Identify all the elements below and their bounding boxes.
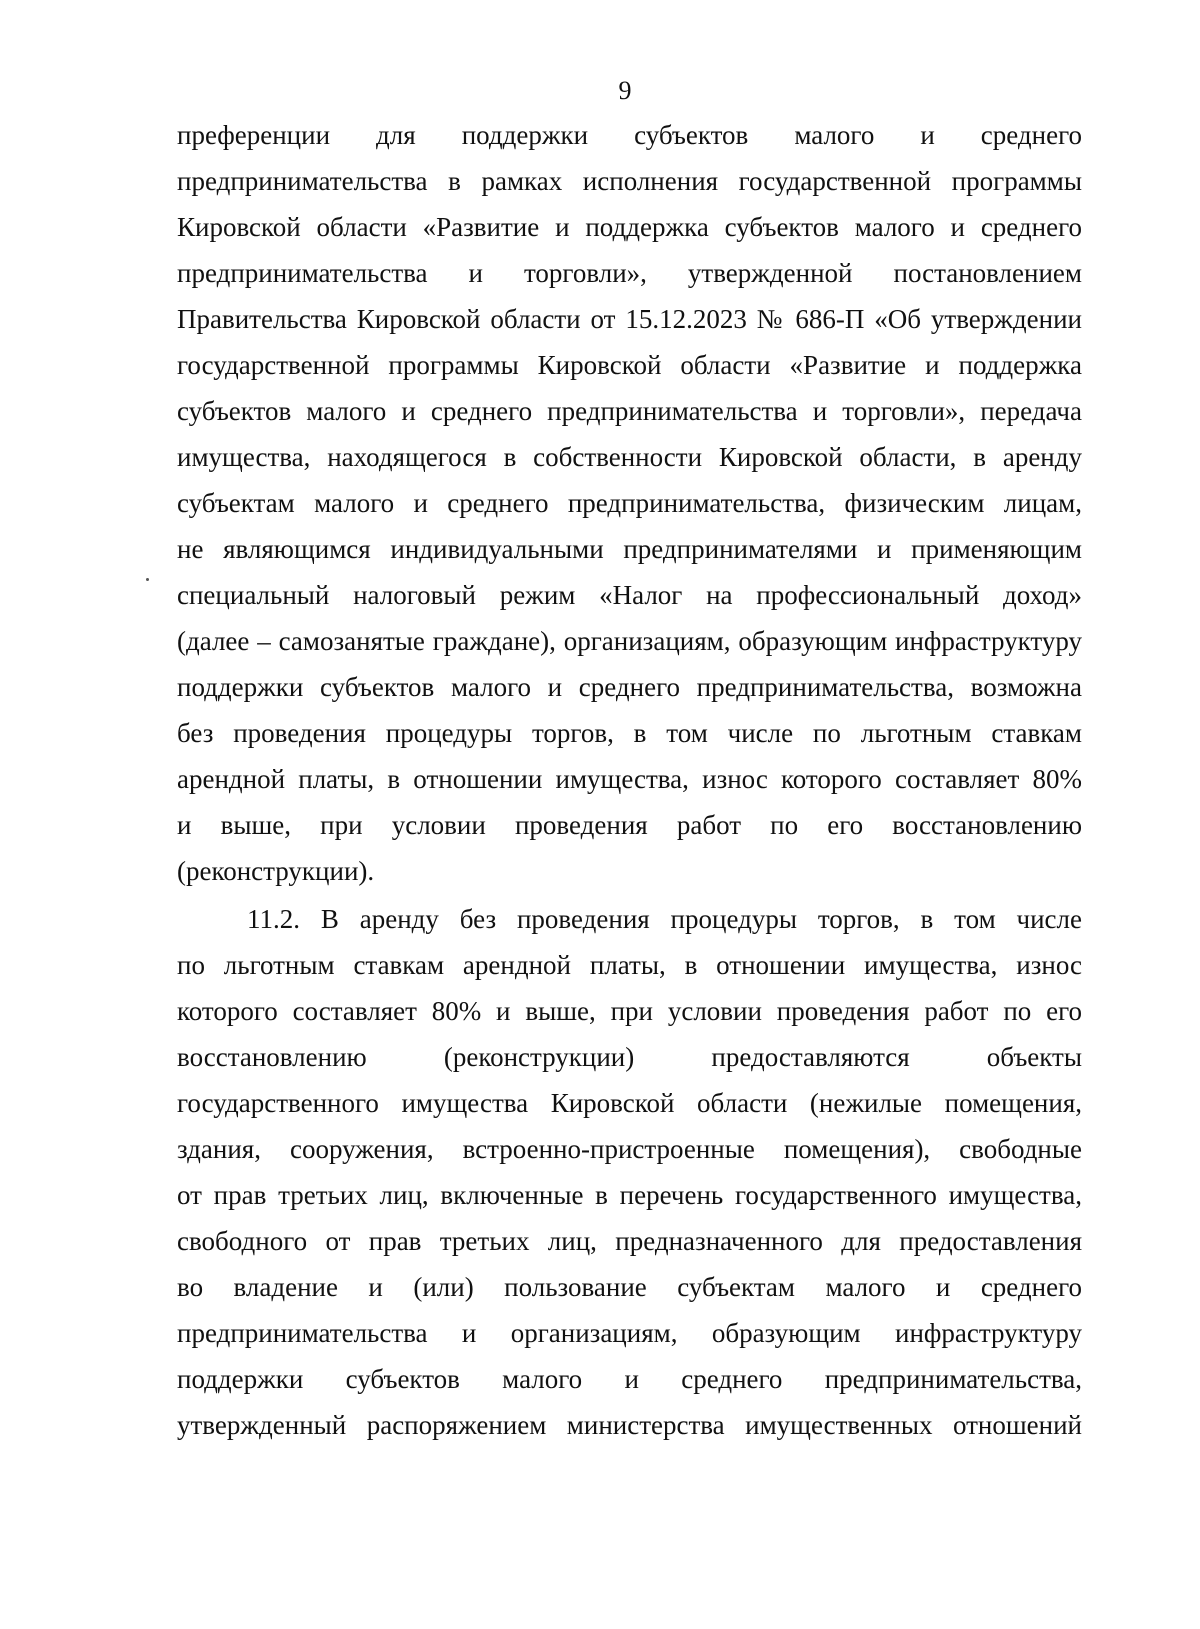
page-number: 9 — [618, 76, 632, 105]
text-line: Кировской области «Развитие и поддержка субъектов малого и среднего — [177, 212, 1082, 242]
scan-speck — [146, 578, 149, 581]
text-line: здания, сооружения, встроенно-пристроенные помещения), свободные — [177, 1134, 1082, 1164]
paragraph-2 — [177, 896, 1082, 1448]
text-line: которого составляет 80% и выше, при условии проведения работ по его — [177, 996, 1082, 1026]
text-line: во владение и (или) пользование субъектам малого и среднего — [177, 1272, 1082, 1302]
text-line: арендной платы, в отношении имущества, износ которого составляет 80% — [177, 764, 1082, 794]
text-line: без проведения процедуры торгов, в том числе по льготным ставкам — [177, 718, 1082, 748]
text-line: специальный налоговый режим «Налог на профессиональный доход» — [177, 580, 1082, 610]
paragraph-1 — [177, 112, 1082, 894]
text-line: предпринимательства и организациям, образующим инфраструктуру — [177, 1318, 1082, 1348]
text-line: восстановлению (реконструкции) предоставляются объекты — [177, 1042, 1082, 1072]
text-line: государственного имущества Кировской области (нежилые помещения, — [177, 1088, 1082, 1118]
text-line: поддержки субъектов малого и среднего предпринимательства, — [177, 1364, 1082, 1394]
text-line: 11.2. В аренду без проведения процедуры торгов, в том числе — [247, 904, 1082, 934]
text-line: не являющимся индивидуальными предпринимателями и применяющим — [177, 534, 1082, 564]
text-line: (реконструкции). — [177, 856, 375, 886]
text-line: и выше, при условии проведения работ по его восстановлению — [177, 810, 1082, 840]
text-line: государственной программы Кировской области «Развитие и поддержка — [177, 350, 1082, 380]
text-line: утвержденный распоряжением министерства имущественных отношений — [177, 1410, 1082, 1440]
text-line: от прав третьих лиц, включенные в перечень государственного имущества, — [177, 1180, 1082, 1210]
document-body — [177, 112, 1082, 1448]
text-line: по льготным ставкам арендной платы, в отношении имущества, износ — [177, 950, 1082, 980]
text-line: Правительства Кировской области от 15.12.2023 № 686-П «Об утверждении — [177, 304, 1082, 334]
text-line: имущества, находящегося в собственности Кировской области, в аренду — [177, 442, 1082, 472]
text-line: поддержки субъектов малого и среднего предпринимательства, возможна — [177, 672, 1082, 702]
text-line: субъектов малого и среднего предпринимательства и торговли», передача — [177, 396, 1082, 426]
text-line: предпринимательства и торговли», утвержденной постановлением — [177, 258, 1082, 288]
text-line: (далее – самозанятые граждане), организациям, образующим инфраструктуру — [177, 626, 1082, 656]
text-line: свободного от прав третьих лиц, предназначенного для предоставления — [177, 1226, 1082, 1256]
text-line: предпринимательства в рамках исполнения государственной программы — [177, 166, 1082, 196]
text-line: субъектам малого и среднего предпринимательства, физическим лицам, — [177, 488, 1082, 518]
text-line: преференции для поддержки субъектов малого и среднего — [177, 120, 1082, 150]
